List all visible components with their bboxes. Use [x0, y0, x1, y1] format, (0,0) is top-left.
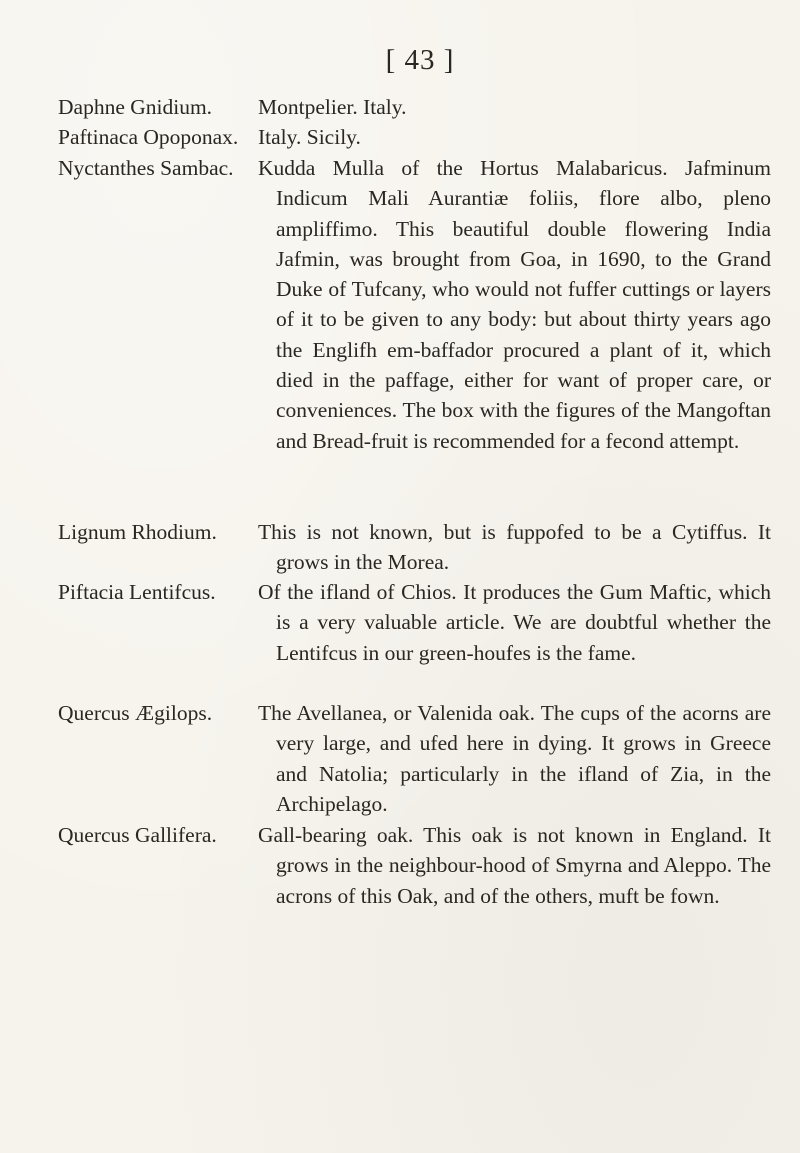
plant-name: Piftacia Lentifcus.	[58, 580, 216, 604]
plant-description: Kudda Mulla of the Hortus Malabaricus. Jafminum Indicum Mali Aurantiæ foliis, flore albo, pleno ampliffimo. This beautiful double flowering India Jafmin, was brought from Goa, in 1690, to the Grand Duke of Tufcany, who would not fuffer cuttings or layers of it to be given to any body: but about thirty years ago the Englifh em-baffador procured a plant of it, which died in the paffage, either for want of proper care, or conveniences. The box with the figures of the Mangoftan and Bread-fruit is recommended for a fecond attempt.	[258, 156, 771, 453]
plant-description: Of the ifland of Chios. It produces the Gum Maftic, which is a very valuable article. We are doubtful whether the Lentifcus in our green-houfes is the fame.	[258, 580, 771, 665]
plant-description: This is not known, but is fuppofed to be a Cytiffus. It grows in the Morea.	[258, 520, 771, 575]
plant-name: Quercus Gallifera.	[58, 823, 217, 847]
plant-name: Lignum Rhodium.	[58, 520, 217, 544]
plant-description: Gall-bearing oak. This oak is not known in England. It grows in the neighbour-hood of Smyrna and Aleppo. The acrons of this Oak, and of the others, muft be fown.	[258, 823, 771, 908]
page-header	[0, 44, 800, 77]
plant-description: The Avellanea, or Valenida oak. The cups of the acorns are very large, and ufed here in dying. It grows in Greece and Natolia; particularly in the ifland of Zia, in the Archipelago.	[258, 701, 771, 816]
plant-name: Daphne Gnidium.	[58, 95, 213, 119]
plant-name: Nyctanthes Sambac.	[58, 156, 234, 180]
plant-description: Italy. Sicily.	[258, 125, 361, 149]
page-number: [ 43 ]	[385, 44, 455, 76]
plant-name: Quercus Ægilops.	[58, 701, 213, 725]
plant-description: Montpelier. Italy.	[258, 95, 407, 119]
plant-name: Paftinaca Opoponax.	[58, 125, 239, 149]
